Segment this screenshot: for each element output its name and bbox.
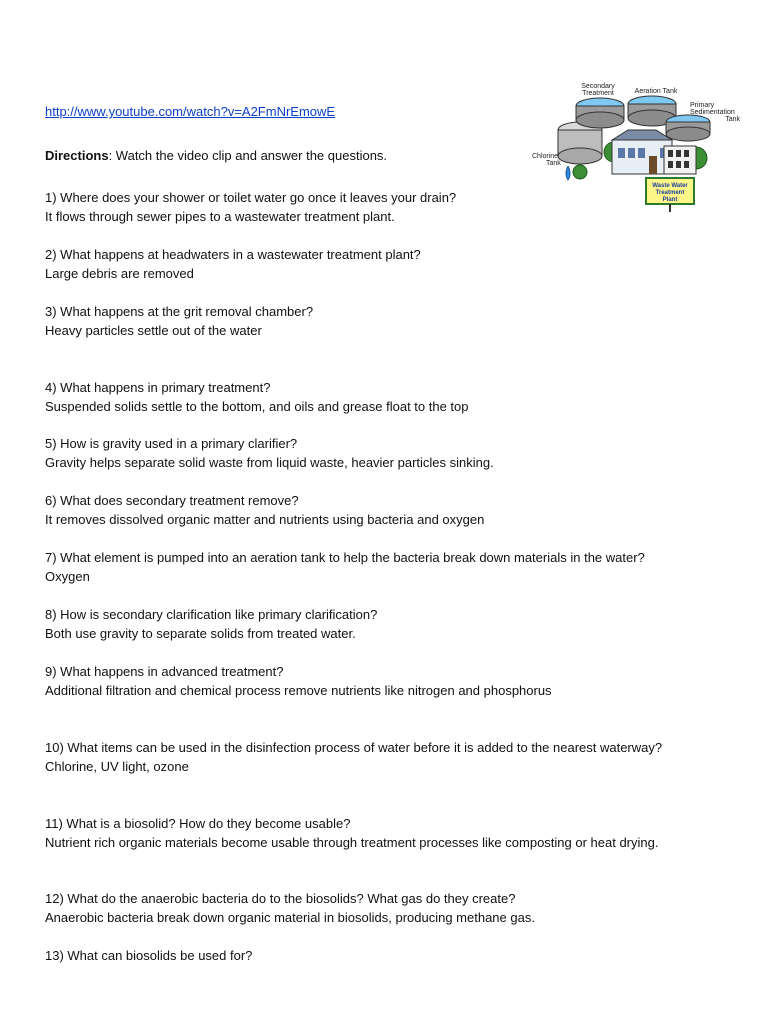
question-8: 8) How is secondary clarification like primary clarification?: [45, 607, 378, 622]
answer-7: Oxygen: [45, 569, 90, 584]
window-icon: [684, 150, 689, 157]
window-icon: [676, 161, 681, 168]
tree-icon: [573, 165, 587, 179]
question-11: 11) What is a biosolid? How do they become usable?: [45, 816, 351, 831]
qa-item-1: [45, 188, 456, 226]
question-7: 7) What element is pumped into an aeration tank to help the bacteria break down materials in the water?: [45, 550, 645, 565]
question-6: 6) What does secondary treatment remove?: [45, 493, 299, 508]
question-3: 3) What happens at the grit removal chamber?: [45, 304, 314, 319]
qa-item-5: [45, 434, 494, 472]
directions-label: Directions: [45, 148, 109, 163]
sign-text-2: Treatment: [655, 190, 685, 196]
directions-line: [45, 148, 387, 163]
directions-text: : Watch the video clip and answer the questions.: [108, 148, 388, 163]
answer-6: It removes dissolved organic matter and nutrients using bacteria and oxygen: [45, 512, 485, 527]
answer-10: Chlorine, UV light, ozone: [45, 759, 189, 774]
answer-11: Nutrient rich organic materials become usable through treatment processes like composting or heat drying.: [45, 835, 659, 850]
answer-8: Both use gravity to separate solids from treated water.: [45, 626, 356, 641]
primary-sedimentation-tank-base: [666, 127, 710, 141]
qa-item-9: [45, 662, 552, 700]
label-chlorine-1: Chlorine: [532, 153, 559, 160]
question-13: 13) What can biosolids be used for?: [45, 948, 253, 963]
window-icon: [676, 150, 681, 157]
label-primary-1: Primary: [690, 102, 715, 109]
label-secondary-1: Secondary: [581, 83, 615, 90]
question-9: 9) What happens in advanced treatment?: [45, 664, 284, 679]
answer-1: It flows through sewer pipes to a wastewater treatment plant.: [45, 209, 395, 224]
sign-text-1: Waste Water: [652, 183, 688, 189]
secondary-treatment-tank-base: [576, 112, 624, 128]
qa-item-7: [45, 548, 645, 586]
treatment-plant-illustration: [528, 78, 748, 218]
answer-12: Anaerobic bacteria break down organic material in biosolids, producing methane gas.: [45, 910, 535, 925]
water-drop-icon: [566, 166, 570, 180]
window-icon: [668, 150, 673, 157]
window-icon: [618, 148, 625, 158]
question-12: 12) What do the anaerobic bacteria do to the biosolids? What gas do they create?: [45, 891, 516, 906]
question-10: 10) What items can be used in the disinfection process of water before it is added to the nearest waterway?: [45, 740, 663, 755]
door-icon: [649, 156, 657, 174]
question-1: 1) Where does your shower or toilet water go once it leaves your drain?: [45, 190, 457, 205]
label-chlorine-2: Tank: [546, 160, 561, 167]
answer-2: Large debris are removed: [45, 266, 194, 281]
answer-5: Gravity helps separate solid waste from liquid waste, heavier particles sinking.: [45, 455, 494, 470]
window-icon: [628, 148, 635, 158]
qa-item-13: [45, 946, 252, 984]
label-secondary-2: Treatment: [582, 90, 614, 97]
window-icon: [638, 148, 645, 158]
window-icon: [668, 161, 673, 168]
qa-item-11: [45, 814, 658, 852]
qa-item-4: [45, 378, 469, 416]
question-5: 5) How is gravity used in a primary clarifier?: [45, 436, 298, 451]
qa-item-10: [45, 738, 662, 776]
answer-13: [45, 965, 252, 984]
label-primary-2: Sedimentation: [690, 109, 735, 116]
video-link[interactable]: http://www.youtube.com/watch?v=A2FmNrEmowE: [45, 104, 336, 119]
label-aeration: Aeration Tank: [634, 88, 678, 95]
answer-4: Suspended solids settle to the bottom, and oils and grease float to the top: [45, 399, 469, 414]
qa-item-3: [45, 302, 313, 340]
answer-3: Heavy particles settle out of the water: [45, 323, 262, 338]
chlorine-tank-base: [558, 148, 602, 164]
question-2: 2) What happens at headwaters in a wastewater treatment plant?: [45, 247, 421, 262]
question-4: 4) What happens in primary treatment?: [45, 380, 271, 395]
answer-9: Additional filtration and chemical process remove nutrients like nitrogen and phosphorus: [45, 683, 552, 698]
qa-item-2: [45, 245, 421, 283]
qa-item-8: [45, 605, 377, 643]
qa-item-6: [45, 491, 484, 529]
qa-item-12: [45, 889, 535, 927]
window-icon: [684, 161, 689, 168]
sign-text-3: Plant: [662, 197, 678, 203]
label-primary-3: Tank: [725, 116, 740, 123]
